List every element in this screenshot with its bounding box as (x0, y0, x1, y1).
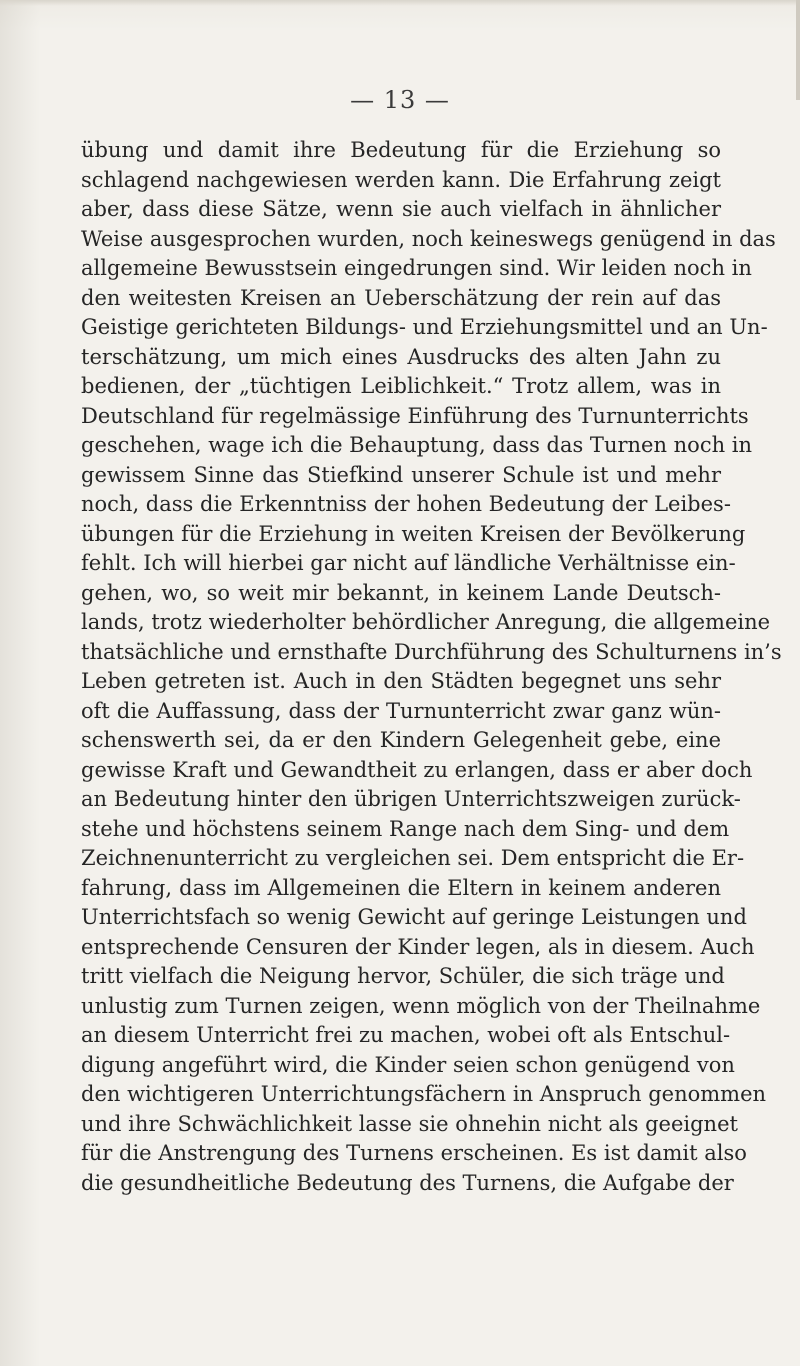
text-line: Leben getreten ist. Auch in den Städten begegnet uns sehr (81, 669, 721, 693)
text-line: Weise ausgesprochen wurden, noch keineswegs genügend in das (81, 226, 776, 251)
text-line: übung und damit ihre Bedeutung für die Erziehung so (81, 138, 721, 162)
text-line: und ihre Schwächlichkeit lasse sie ohnehin nicht als geeignet (81, 1111, 738, 1136)
text-line: den weitesten Kreisen an Ueberschätzung der rein auf das (81, 285, 721, 310)
text-line: allgemeine Bewusstsein eingedrungen sind. Wir leiden noch in (81, 256, 752, 280)
text-line: gehen, wo, so weit mir bekannt, in keinem Lande Deutsch- (81, 580, 721, 605)
text-line: terschätzung, um mich eines Ausdrucks des alten Jahn zu (81, 344, 721, 369)
text-line: Deutschland für regelmässige Einführung des Turnunterrichts (81, 403, 749, 428)
text-line: unlustig zum Turnen zeigen, wenn möglich von der Theilnahme (81, 993, 761, 1018)
page-top-edge (0, 0, 800, 6)
text-line: oft die Auffassung, dass der Turnunterricht zwar ganz wün- (81, 698, 721, 723)
text-line: entsprechende Censuren der Kinder legen, als in diesem. Auch (81, 934, 755, 959)
page-number: — 13 — (350, 86, 450, 114)
text-line: geschehen, wage ich die Behauptung, dass das Turnen noch in (81, 433, 753, 457)
text-line: den wichtigeren Unterrichtungsfächern in Anspruch genommen (81, 1082, 767, 1106)
text-line: gewisse Kraft und Gewandtheit zu erlangen, dass er aber doch (81, 757, 753, 782)
text-line: fahrung, dass im Allgemeinen die Eltern in keinem anderen (81, 875, 721, 900)
text-line: lands, trotz wiederholter behördlicher Anregung, die allgemeine (81, 610, 771, 634)
text-line: noch, dass die Erkenntniss der hohen Bedeutung der Leibes- (81, 492, 731, 516)
text-line: thatsächliche und ernsthafte Durchführung des Schulturnens in’s (81, 639, 782, 664)
text-line: die gesundheitliche Bedeutung des Turnens, die Aufgabe der (81, 1170, 734, 1195)
text-line: aber, dass diese Sätze, wenn sie auch vielfach in ähnlicher (81, 197, 721, 221)
text-line: an Bedeutung hinter den übrigen Unterrichtszweigen zurück- (81, 787, 741, 811)
text-line: tritt vielfach die Neigung hervor, Schüler, die sich träge und (81, 964, 725, 988)
text-line: Unterrichtsfach so wenig Gewicht auf geringe Leistungen und (81, 905, 747, 929)
body-text (81, 136, 782, 1198)
text-line: gewissem Sinne das Stiefkind unserer Schule ist und mehr (81, 462, 721, 487)
text-line: an diesem Unterricht frei zu machen, wobei oft als Entschul- (81, 1023, 731, 1047)
text-line: übungen für die Erziehung in weiten Kreisen der Bevölkerung (81, 521, 746, 546)
text-line: für die Anstrengung des Turnens erscheinen. Es ist damit also (81, 1141, 747, 1165)
text-line: Zeichnenunterricht zu vergleichen sei. Dem entspricht die Er- (81, 846, 745, 870)
text-line: digung angeführt wird, die Kinder seien schon genügend von (81, 1052, 735, 1077)
text-line: bedienen, der „tüchtigen Leiblichkeit.“ Trotz allem, was in (81, 374, 721, 398)
text-line: Geistige gerichteten Bildungs- und Erziehungsmittel und an Un- (81, 315, 768, 339)
text-line: fehlt. Ich will hierbei gar nicht auf ländliche Verhältnisse ein- (81, 551, 736, 575)
text-line: schenswerth sei, da er den Kindern Gelegenheit gebe, eine (81, 728, 721, 752)
text-line: stehe und höchstens seinem Range nach dem Sing- und dem (81, 816, 730, 841)
text-line: schlagend nachgewiesen werden kann. Die Erfahrung zeigt (81, 167, 721, 192)
page-right-edge (796, 0, 800, 100)
